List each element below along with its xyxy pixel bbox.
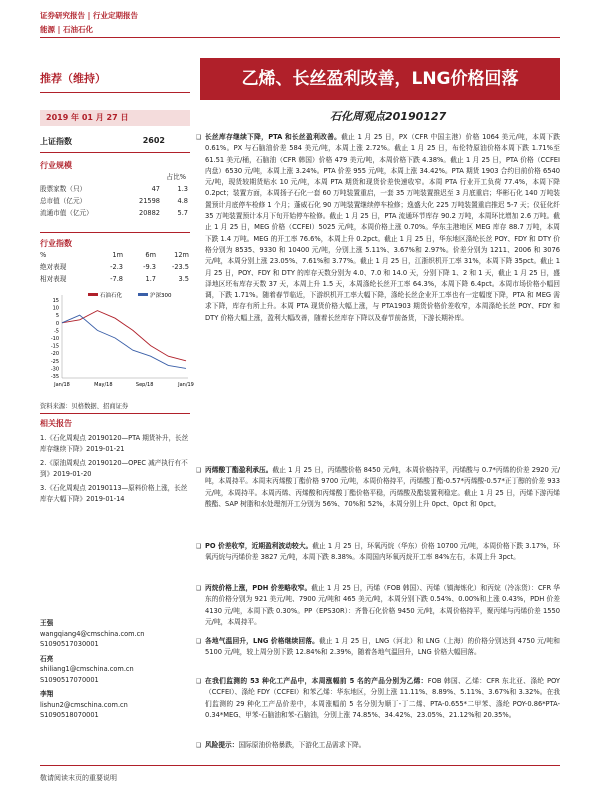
scale-row-label: 流通市值（亿元） (40, 209, 93, 217)
y-tick-label: 0 (55, 320, 59, 327)
scale-row-label: 总市值（亿元） (40, 197, 87, 205)
perf-value: -7.8 (110, 275, 123, 283)
para-text: 截止 1 月 25 日，LNG（河北）和 LNG（上海）的价格分别达到 4750 元/吨和 5100 元/吨，较上周分别下跌 12.84%和 2.39%，随着各地气温回升，LNG 价格大幅回落。 (205, 637, 560, 657)
chart-source: 资料来源：贝格数据、招商证券 (40, 403, 129, 410)
series-line-2 (62, 315, 186, 368)
authors (40, 618, 190, 721)
x-tick-label: Jan/18 (54, 382, 70, 388)
index-box (40, 136, 190, 147)
scale-row-pct: 5.7 (177, 209, 188, 217)
perf-header: 6m (145, 251, 156, 259)
perf-row-label: 绝对表现 (40, 263, 67, 271)
para-text: FOB 韩国、乙烯：CFR 东北亚、涤纶 POY（CCFEI）、涤纶 FDY（CCFEI）和苯乙烯：华东地区，分别上涨 11.11%、8.89%、5.11%、3.67%和 3.32%。在我们监测的 29 种化工产品价差中，本周涨幅前 5 名分别为顺丁-丁二烯、PTA-0.655*二甲苯、涤纶 POY-0.86*PTA-0.34*MEG、甲苯-石脑油和苯-石脑油，分别上涨 74.85%、34.42%、23.05%、21.12%和 20.35%。 (205, 677, 560, 719)
index-value: 2602 (142, 136, 165, 145)
index-perf-title: 行业指数 (40, 239, 72, 248)
industry-scale-title: 行业规模 (40, 161, 72, 170)
related-item: 3.《石化周观点 20190113—原料价格上涨，长丝库存大幅下降》2019-01-14 (40, 484, 188, 503)
scale-row-value: 47 (151, 185, 160, 193)
related-item: 2.《原油周观点 20190120—OPEC 减产执行有不到》2019-01-20 (40, 459, 188, 478)
unit-header: 占比% (166, 173, 186, 181)
rating: 推荐（维持） (40, 72, 106, 85)
perf-value: -9.3 (143, 263, 156, 271)
perf-header: 1m (112, 251, 123, 259)
index-perf (40, 238, 190, 285)
perf-value: 1.7 (145, 275, 156, 283)
body-paragraph-7 (196, 740, 560, 751)
y-tick-label: -30 (50, 366, 59, 373)
y-tick-label: 15 (52, 298, 59, 304)
para-text: 截止 1 月 25 日，丙烯（FOB 韩国）、丙烯（镇海炼化）和丙烷（冷冻货）：CFR 华东的价格分别为 921 美元/吨、7900 元/吨和 465 美元/吨，本周分别下跌 0.54%、0.00%和上涨 0.43%，PDH 价差 4130 元/吨，本周下跌 0.30%。PP（EPS30R）：齐鲁石化价格 9450 元/吨，本周价格持平，聚丙烯与丙烯价差 1550 元/吨，本周持平。 (205, 584, 560, 626)
header-line2: 能源 | 石油石化 (40, 25, 93, 34)
scale-row-value: 21598 (139, 197, 160, 205)
series-line-1 (62, 311, 186, 361)
body-paragraph-3 (196, 541, 560, 564)
y-tick-label: -35 (50, 374, 59, 380)
author-email: wangqiang4@cmschina.com.cn (40, 629, 145, 638)
scale-row-pct: 4.8 (177, 197, 188, 205)
body-paragraph-4 (196, 583, 560, 628)
para-lead: 在我们监测的 53 种化工产品中，本周涨幅前 5 名的产品分别为乙烯： (205, 677, 428, 685)
y-tick-label: -20 (50, 351, 59, 358)
para-lead: 丙烷价格上涨，PDH 价差略收窄。 (205, 584, 312, 592)
para-lead: 丙烯酸丁酯盈利承压。 (205, 466, 273, 474)
scale-row-value: 20882 (139, 209, 160, 217)
author-email: shiliang1@cmschina.com.cn (40, 665, 134, 673)
perf-value: 3.5 (178, 275, 189, 283)
bullet-icon: ❑ (196, 134, 202, 141)
related-title: 相关报告 (40, 419, 72, 428)
perf-header: % (40, 251, 47, 259)
body-paragraph-5 (196, 636, 560, 659)
scale-row-pct: 1.3 (177, 185, 188, 193)
bullet-icon: ❑ (196, 543, 202, 550)
y-tick-label: -5 (54, 328, 59, 335)
y-tick-label: -10 (50, 336, 59, 342)
y-tick-label: -15 (50, 343, 59, 350)
related-reports (40, 418, 190, 504)
author-id: S1090517070001 (40, 675, 99, 684)
index-chart (40, 290, 194, 390)
bullet-icon: ❑ (196, 585, 202, 592)
para-text: 国际原油价格暴跌，下游化工品需求下降。 (238, 741, 366, 749)
x-tick-label: Jan/19 (178, 382, 194, 388)
bullet-icon: ❑ (196, 742, 202, 749)
author-name: 石亮 (40, 654, 54, 663)
para-lead: 各地气温回升，LNG 价格继续回落。 (205, 637, 319, 645)
para-text: 截止 1 月 25 日，丙烯酸价格 8450 元/吨，本周价格持平，丙烯酸与 0.7*丙烯的价差 2920 元/吨，本周持平。本周末丙烯酸丁酯价格 9700 元/吨，本周价格持平，丙烯酸丁酯-0.57*丙烯酸-0.57*正丁醇的价差 933 元/吨，本周持平。本周丙烯、丙烯酸和丙烯酸丁酯价格平稳，丙烯酸及酯装置利稳定。截止 1 月 25 日，丙烯下游丙烯酸酯、SAP 树脂和水处理剂开工分别为 56%、70%和 52%，本周分别上升 0pct、0pct 和 0pct。 (205, 466, 561, 508)
bullet-icon: ❑ (196, 467, 202, 474)
para-lead: 长丝库存继续下降，PTA 和长丝盈利改善。 (205, 133, 342, 141)
author-name: 王强 (40, 619, 54, 627)
scale-row-label: 股票家数（只） (40, 185, 87, 193)
author-id: S1090518070001 (40, 711, 99, 719)
y-tick-label: -25 (50, 358, 59, 365)
para-text: 截止 1 月 25 日，环氧丙烷（华东）价格 10700 元/吨，本周价格下跌 3.17%，环氧丙烷与丙烯价差 3827 元/吨，本周下跌 8.38%。本周国内环氧丙烷开工率 84%左右，本周上升 3pct。 (205, 542, 560, 562)
bullet-icon: ❑ (196, 638, 202, 645)
legend-series2: 沪深300 (150, 293, 172, 299)
rating-underline (40, 92, 190, 93)
perf-header: 12m (174, 251, 189, 259)
index-label: 上证指数 (40, 137, 72, 146)
industry-scale (40, 160, 190, 219)
body-paragraph-6 (196, 676, 560, 721)
perf-row-label: 相对表现 (40, 275, 67, 283)
footer-divider (40, 765, 560, 766)
y-tick-label: 5 (55, 313, 59, 320)
para-lead: PO 价差收窄，近期盈利波动较大。 (205, 542, 313, 550)
related-item: 1.《石化周观点 20190120—PTA 期货补升，长丝库存继续下降》2019-01-21 (40, 434, 189, 453)
body-paragraph-2 (196, 465, 561, 510)
legend-series1: 石油石化 (100, 293, 123, 299)
body-paragraph-1 (196, 132, 560, 324)
banner-title: 乙烯、长丝盈利改善，LNG价格回落 (200, 58, 560, 100)
report-date: 2019 年 01 月 27 日 (40, 110, 190, 126)
bullet-icon: ❑ (196, 678, 202, 685)
x-tick-label: Sep/18 (135, 382, 154, 388)
y-tick-label: 10 (52, 305, 59, 312)
perf-value: -23.5 (171, 263, 189, 271)
author-email: lishun2@cmschina.com.cn (40, 700, 128, 709)
header-line1: 证券研究报告 | 行业定期报告 (40, 11, 138, 20)
x-tick-label: May/18 (94, 382, 113, 388)
author-name: 李翔 (40, 690, 54, 698)
perf-value: -2.3 (110, 263, 123, 271)
author-id: S1090517030001 (40, 640, 99, 648)
para-text: 截止 1 月 25 日，PX（CFR 中国主港）价格 1064 美元/吨，本周下跌 0.61%。PX 与石脑油价差 584 美元/吨，本周上涨 2.72%。截止 1 月 25 日，布伦特原油价格本周下跌 1.71%至 61.51 美元/桶，石脑油（CFR 韩国）价格 479 美元/吨，本周价格下跌 4.38%。截止 1 月 25 日，PTA 价格（CCFEI 内盘）6530 元/吨，本周上涨 3.24%。PTA 价差 955 元/吨，本周上涨 34.42%。PTA 期货 1903 合约目前价格 6540 元/吨，现货较期货贴水 10 元/吨，本周 PTA 期货和现货价差快速收窄。本周 PTA 行业开工负荷 77.4%，本周下降 0.2pct；装置方面，本周扬子石化一套 60 万吨装置重启，一套 35 万吨装置推迟至 3 月底重启；华彬石化 140 万吨装置预计月底停车检修 1 个月；蓬威石化 90 万吨装置继续停车检修；逸盛大化 225 万吨装置重启推迟 5-7 天；仪征化纤 35 万吨装置预计本月下旬开始停车检修。截止 1 月 25 日，PTA 流通环节库存 90.2 万吨，本周环比增加 2.6 万吨。截止 1 月 25 日，MEG 价格（CCFEI）5025 元/吨，本周价格上涨 0.70%。华东主港地区 MEG 库存 88.7 万吨，本周下跌 1.4 万吨。MEG 的开工率 76.6%，本周上升 0.2pct。截止 1 月 25 日，华东地区涤纶长丝 POY、FDY 和 DTY 价格分别为 8535、9330 和 10400 元/吨，分别上涨 5.11%、3.67%和 2.97%。价差分别为 1211、2006 和 3076 元/吨，本周分别上涨 23.05%、7.61%和 3.77%。截止 1 月 25 日，江浙织机开工率 31%，本周下降 35pct。截止 1 月 25 日，POY、FDY 和 DTY 的库存天数分别为 4.0、7.0 和 14.0 天，分别下降 1、2 和 1 天，截止 1 月 25 日，盛泽地区坯布库存天数 37 天，本周上升 1.5 天，本周涤纶长丝开工率 64.3%，本周下降 6.4pct。本周市场价格小幅回调，下跌 1.71%。随着春节临近，下游织机开工率大幅下降，涤纶长丝企业开工率也有一定幅度下降，PTA 和 MEG 需求下降，库存有所上升。本周 PTA 现货价格大幅上涨，与 PTA1903 期货价格价差收窄，本周涤纶长丝 POY、FDY 和 DTY 价格大幅上涨，盈利大幅改善，随着长丝库存下降以及春节前备货，下游长期补库。 (205, 133, 560, 322)
header-divider (40, 37, 560, 38)
para-lead: 风险提示： (205, 741, 239, 749)
report-subtitle: 石化周观点20190127 (330, 110, 447, 123)
footer-note: 敬请阅读末页的重要说明 (40, 774, 117, 782)
